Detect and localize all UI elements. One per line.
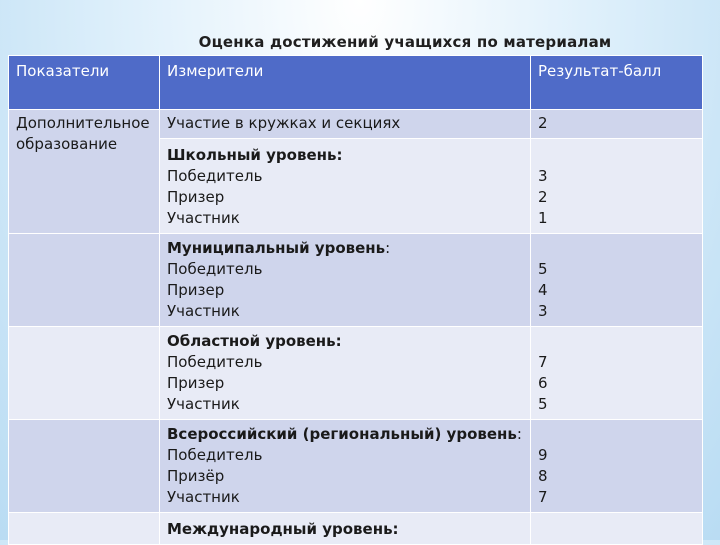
measure-cell <box>160 327 531 420</box>
score-cell: 2 <box>531 110 703 139</box>
table-row <box>9 327 703 420</box>
indicator-cell <box>9 327 160 420</box>
header-row <box>9 56 703 110</box>
header-measures: Измерители <box>160 56 531 110</box>
table-row <box>9 420 703 513</box>
indicator-cell: Дополнительное образование <box>9 110 160 234</box>
list-item: Победитель <box>167 260 263 278</box>
level-title: Международный уровень: <box>167 520 399 538</box>
level-title: Школьный уровень: <box>167 146 343 164</box>
measure-cell <box>160 234 531 327</box>
score-value: 7 <box>538 488 548 506</box>
level-suffix: : <box>516 425 522 443</box>
list-item: Победитель <box>167 353 263 371</box>
level-title: Всероссийский (региональный) уровень <box>167 425 517 443</box>
list-item: Участник <box>167 209 240 227</box>
level-suffix: : <box>385 239 391 257</box>
indicator-cell <box>9 420 160 513</box>
page-title: Оценка достижений учащихся по материалам <box>198 33 612 51</box>
score-cell <box>531 234 703 327</box>
score-cell <box>531 420 703 513</box>
measure-cell: Участие в кружках и секциях <box>160 110 531 139</box>
score-value: 5 <box>538 395 548 413</box>
score-cell <box>531 139 703 234</box>
score-value: 3 <box>538 167 548 185</box>
score-value: 5 <box>538 260 548 278</box>
list-item: Победитель <box>167 446 263 464</box>
score-value: 4 <box>538 281 548 299</box>
score-value: 3 <box>538 302 548 320</box>
list-item: Призёр <box>167 467 225 485</box>
list-item: Призер <box>167 281 225 299</box>
score-value: 9 <box>538 446 548 464</box>
level-title: Областной уровень: <box>167 332 342 350</box>
measure-cell <box>160 420 531 513</box>
measure-cell <box>160 139 531 234</box>
score-cell <box>531 327 703 420</box>
list-item: Участник <box>167 302 240 320</box>
table-row <box>9 110 703 139</box>
header-indicators: Показатели <box>9 56 160 110</box>
score-value: 6 <box>538 374 548 392</box>
list-item: Участник <box>167 488 240 506</box>
list-item: Призер <box>167 374 225 392</box>
score-value: 7 <box>538 353 548 371</box>
level-title: Муниципальный уровень <box>167 239 386 257</box>
list-item: Призер <box>167 188 225 206</box>
header-score: Результат-балл <box>531 56 703 110</box>
score-value: 8 <box>538 467 548 485</box>
list-item: Победитель <box>167 167 263 185</box>
table-row <box>9 234 703 327</box>
achievement-table <box>8 55 703 545</box>
score-value: 1 <box>538 209 548 227</box>
score-value: 2 <box>538 188 548 206</box>
indicator-cell <box>9 234 160 327</box>
list-item: Участник <box>167 395 240 413</box>
